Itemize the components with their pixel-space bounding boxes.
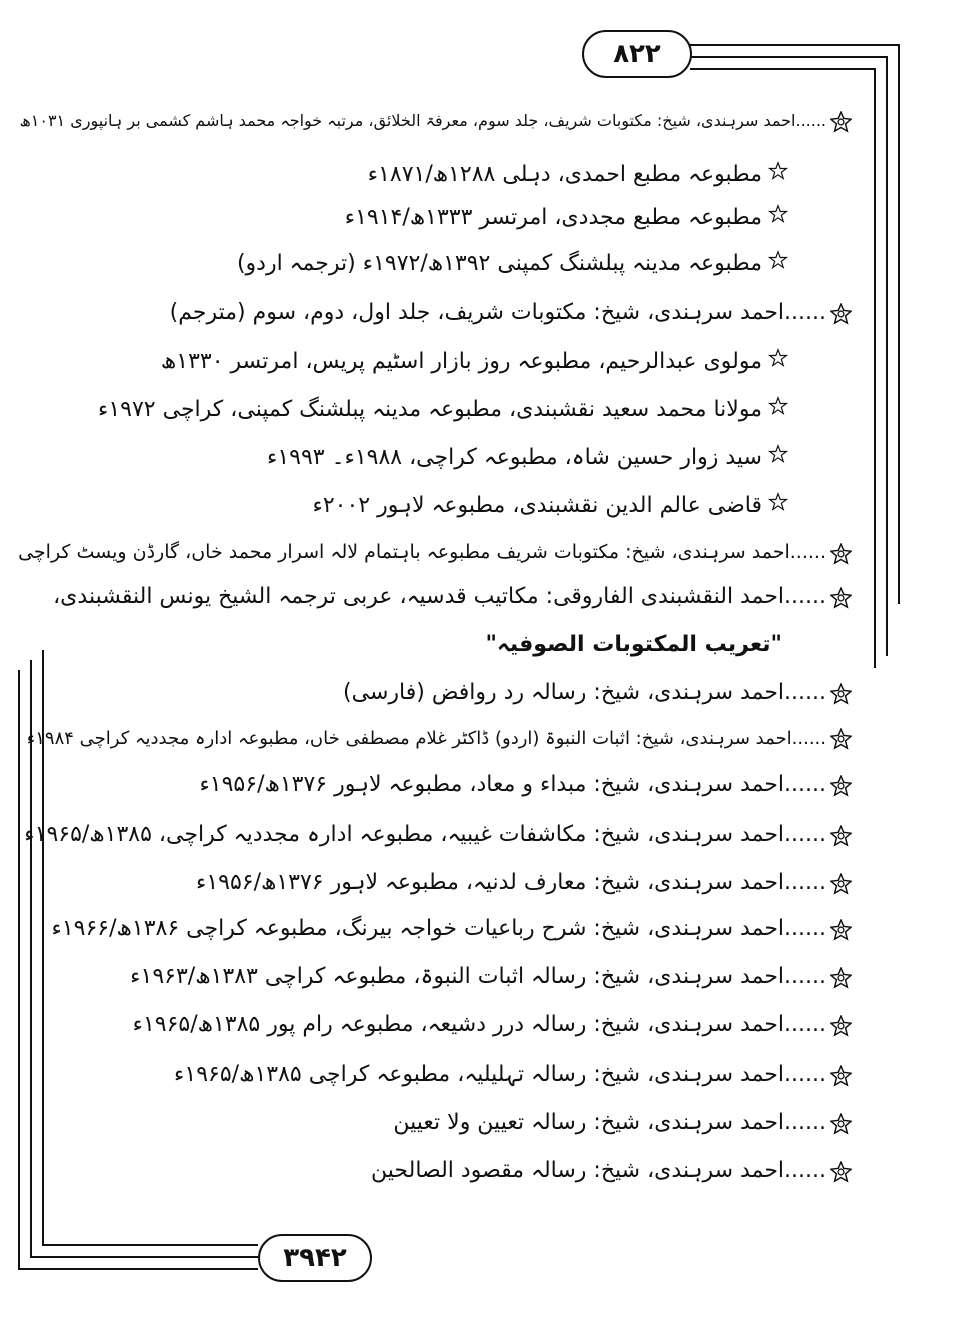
page-number-bottom: ۳۹۴۲	[258, 1234, 372, 1282]
entry-text: قاضی عالم الدین نقشبندی، مطبوعہ لاہور ۲۰۰۲ء	[312, 493, 762, 518]
star-outline-icon	[768, 162, 788, 186]
bibliography-entry	[161, 344, 788, 379]
leader-dots: ......	[784, 1110, 826, 1135]
bibliography-entry	[18, 535, 852, 569]
bibliography-entry	[199, 768, 852, 802]
flower-star-icon	[830, 966, 852, 988]
entry-text: احمد سرہندی، شیخ: رسالہ اثبات النبوۃ، مطبوعہ کراچی ۱۳۸۳ھ/۱۹۶۳ء	[130, 964, 785, 989]
entry-text: احمد سرہندی، شیخ: شرح رباعیات خواجہ بیرنگ، مطبوعہ کراچی ۱۳۸۶ھ/۱۹۶۶ء	[51, 916, 785, 941]
flower-star-icon	[830, 918, 852, 940]
star-outline-icon	[768, 493, 788, 517]
star-outline-icon	[768, 349, 788, 373]
entry-text: احمد النقشبندی الفاروقی: مکاتیب قدسیہ، عربی ترجمہ الشیخ یونس النقشبندی،	[53, 584, 785, 609]
bibliography-entry	[27, 722, 852, 756]
entry-text: احمد سرہندی، شیخ: اثبات النبوۃ (اردو) ڈاکٹر غلام مصطفی خاں، مطبوعہ ادارہ مجددیہ کراچی ۱۹۸۴ء	[26, 728, 792, 749]
leader-dots: ......	[784, 772, 826, 797]
star-outline-icon	[768, 205, 788, 229]
bibliography-entry	[371, 1154, 852, 1188]
flower-star-icon	[830, 824, 852, 846]
star-outline-icon	[768, 445, 788, 469]
flower-star-icon	[830, 682, 852, 704]
leader-dots: ......	[784, 870, 826, 895]
entry-text: احمد سرہندی، شیخ: معارف لدنیہ، مطبوعہ لاہور ۱۳۷۶ھ/۱۹۵۶ء	[195, 870, 785, 895]
leader-dots: ......	[795, 111, 826, 130]
star-outline-icon	[768, 397, 788, 421]
star-outline-icon	[768, 251, 788, 275]
bibliography-entry	[267, 440, 788, 475]
entry-text: احمد سرہندی، شیخ: رسالہ تعیین ولا تعیین	[393, 1110, 785, 1135]
leader-dots: ......	[791, 728, 826, 749]
bibliography-entry	[393, 1106, 852, 1140]
bibliography-entry	[196, 866, 852, 900]
entry-text: "تعریب المکتوبات الصوفیہ"	[485, 632, 782, 657]
flower-star-icon	[830, 111, 852, 133]
entry-text: مطبوعہ مدینہ پبلشنگ کمپنی ۱۳۹۲ھ/۱۹۷۲ء (ترجمہ اردو)	[236, 251, 762, 276]
entry-text: احمد سرہندی، شیخ: مکاشفات غیبیہ، مطبوعہ ادارہ مجددیہ کراچی، ۱۳۸۵ھ/۱۹۶۵ء	[24, 822, 785, 847]
entry-text: مطبوعہ مطبع مجددی، امرتسر ۱۳۳۳ھ/۱۹۱۴ء	[344, 205, 762, 230]
leader-dots: ......	[784, 300, 826, 325]
page-number-top: ۸۲۲	[582, 30, 692, 78]
leader-dots: ......	[784, 822, 826, 847]
bibliography-entry	[20, 104, 852, 138]
bibliography-entry	[133, 1008, 852, 1042]
entry-text: احمد سرہندی، شیخ: مکتوبات شریف، جلد سوم، معرفۃ الخلائق، مرتبہ خواجہ محمد ہاشم کشمی بر ہانپوری ۱۰۳۱ھ	[19, 111, 796, 130]
bibliography-entry	[174, 1058, 852, 1092]
entry-text: احمد سرہندی، شیخ: رسالہ رد روافض (فارسی)	[343, 680, 785, 705]
bibliography-entry	[343, 676, 852, 710]
bibliography-entry	[486, 628, 782, 662]
flower-star-icon	[830, 1014, 852, 1036]
entry-text: مولانا محمد سعید نقشبندی، مطبوعہ مدینہ پبلشنگ کمپنی، کراچی ۱۹۷۲ء	[98, 397, 762, 422]
flower-star-icon	[830, 872, 852, 894]
flower-star-icon	[830, 1064, 852, 1086]
flower-star-icon	[830, 774, 852, 796]
leader-dots: ......	[784, 916, 826, 941]
entry-text: احمد سرہندی، شیخ: رسالہ مقصود الصالحین	[371, 1158, 785, 1183]
entry-text: مولوی عبدالرحیم، مطبوعہ روز بازار اسٹیم پریس، امرتسر ۱۳۳۰ھ	[160, 349, 762, 374]
entry-text: احمد سرہندی، شیخ: مکتوبات شریف، جلد اول، دوم، سوم (مترجم)	[169, 300, 785, 325]
flower-star-icon	[830, 542, 852, 564]
bibliography-entry	[237, 246, 788, 281]
flower-star-icon	[830, 586, 852, 608]
entry-text: احمد سرہندی، شیخ: مبداء و معاد، مطبوعہ لاہور ۱۳۷۶ھ/۱۹۵۶ء	[199, 772, 785, 797]
bibliography-entry	[130, 960, 852, 994]
entry-text: احمد سرہندی، شیخ: مکتوبات شریف مطبوعہ باہتمام لالہ اسرار محمد خاں، گارڈن ویسٹ کراچی	[18, 541, 790, 563]
leader-dots: ......	[784, 1012, 826, 1037]
bibliography-entry	[53, 580, 852, 614]
bibliography-entry	[312, 488, 788, 523]
flower-star-icon	[830, 1160, 852, 1182]
bibliography-entry	[24, 818, 852, 852]
leader-dots: ......	[784, 1158, 826, 1183]
entry-text: سید زوار حسین شاہ، مطبوعہ کراچی، ۱۹۸۸ء۔ ۱۹۹۳ء	[266, 445, 762, 470]
bibliography-entry	[170, 296, 852, 330]
bibliography-entry	[98, 392, 788, 427]
leader-dots: ......	[784, 680, 826, 705]
flower-star-icon	[830, 1112, 852, 1134]
entry-text: احمد سرہندی، شیخ: رسالہ تہلیلیہ، مطبوعہ کراچی ۱۳۸۵ھ/۱۹۶۵ء	[174, 1062, 785, 1087]
flower-star-icon	[830, 302, 852, 324]
flower-star-icon	[830, 728, 852, 750]
leader-dots: ......	[784, 1062, 826, 1087]
bibliography-entry	[345, 200, 788, 235]
bibliography-entry	[51, 912, 852, 946]
entry-text: احمد سرہندی، شیخ: رسالہ درر دشیعہ، مطبوعہ رام پور ۱۳۸۵ھ/۱۹۶۵ء	[132, 1012, 785, 1037]
bibliography-entry	[368, 157, 788, 192]
leader-dots: ......	[784, 964, 826, 989]
entry-text: مطبوعہ مطبع احمدی، دہلی ۱۲۸۸ھ/۱۸۷۱ء	[367, 162, 762, 187]
leader-dots: ......	[784, 584, 826, 609]
leader-dots: ......	[789, 541, 826, 563]
